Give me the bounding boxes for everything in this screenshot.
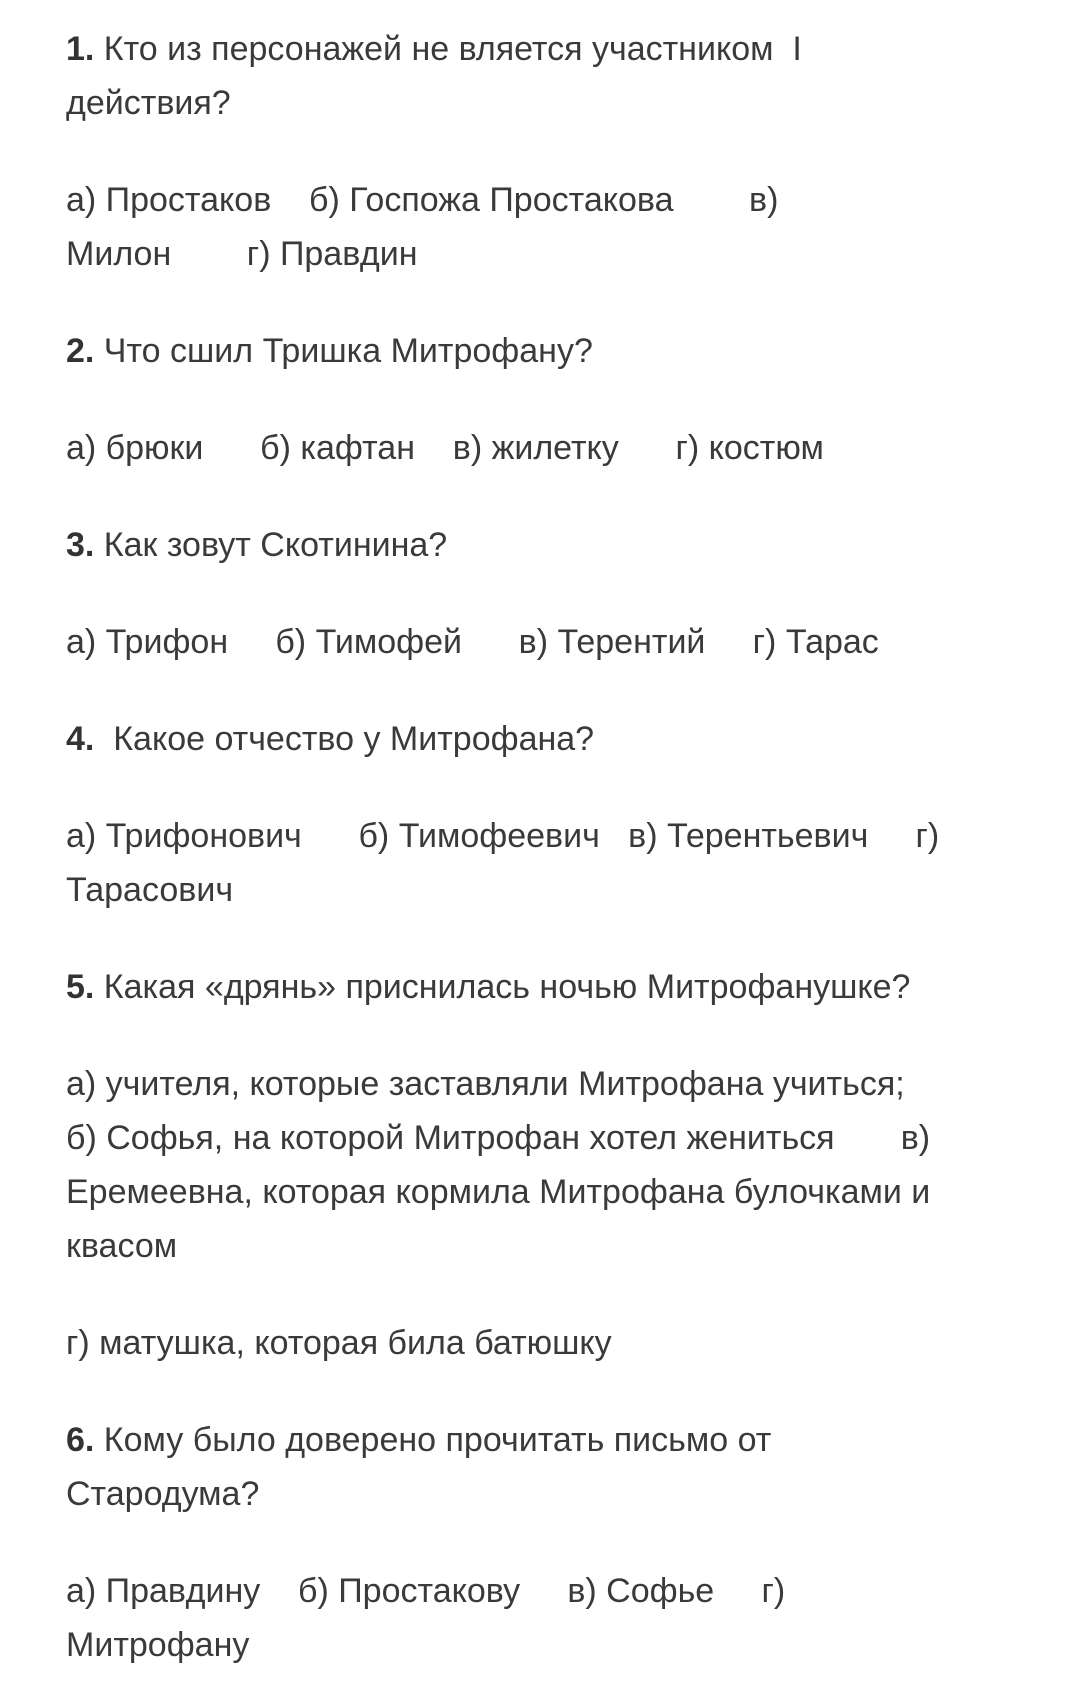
question-number: 5. bbox=[66, 968, 95, 1006]
question-text: Что сшил Тришка Митрофану? bbox=[94, 332, 593, 370]
question-text: Как зовут Скотинина? bbox=[94, 526, 448, 564]
question-text: Кому было доверено прочитать письмо от Стародума? bbox=[66, 1421, 772, 1513]
question-2-options: а) брюки б) кафтан в) жилетку г) костюм bbox=[66, 429, 824, 467]
question-1 bbox=[66, 22, 1026, 130]
question-5-options: а) учителя, которые заставляли Митрофана учиться; б) Софья, на которой Митрофан хотел жениться в) Еремеевна, которая кормила Митрофана булочками и квасом bbox=[66, 1065, 931, 1265]
question-number: 1. bbox=[66, 30, 95, 68]
question-4-options: а) Трифонович б) Тимофеевич в) Терентьевич г) Тарасович bbox=[66, 817, 940, 909]
question-3-options: а) Трифон б) Тимофей в) Терентий г) Тарас bbox=[66, 623, 879, 661]
question-number: 6. bbox=[66, 1421, 95, 1459]
question-5 bbox=[66, 960, 1026, 1014]
question-6 bbox=[66, 1413, 1026, 1521]
question-number: 4. bbox=[66, 720, 95, 758]
question-3 bbox=[66, 518, 1026, 572]
quiz-document bbox=[66, 22, 1026, 1672]
question-number: 3. bbox=[66, 526, 95, 564]
question-1-options: а) Простаков б) Госпожа Простакова в) Милон г) Правдин bbox=[66, 181, 779, 273]
question-number: 2. bbox=[66, 332, 95, 370]
question-text: Кто из персонажей не вляется участником I действия? bbox=[66, 30, 802, 122]
question-text: Какая «дрянь» приснилась ночью Митрофанушке? bbox=[94, 968, 911, 1006]
question-4 bbox=[66, 712, 1026, 766]
question-6-options: а) Правдину б) Простакову в) Софье г) Митрофану bbox=[66, 1572, 786, 1664]
question-text: Какое отчество у Митрофана? bbox=[94, 720, 595, 758]
question-5-option-g: г) матушка, которая била батюшку bbox=[66, 1324, 612, 1362]
question-2 bbox=[66, 324, 1026, 378]
